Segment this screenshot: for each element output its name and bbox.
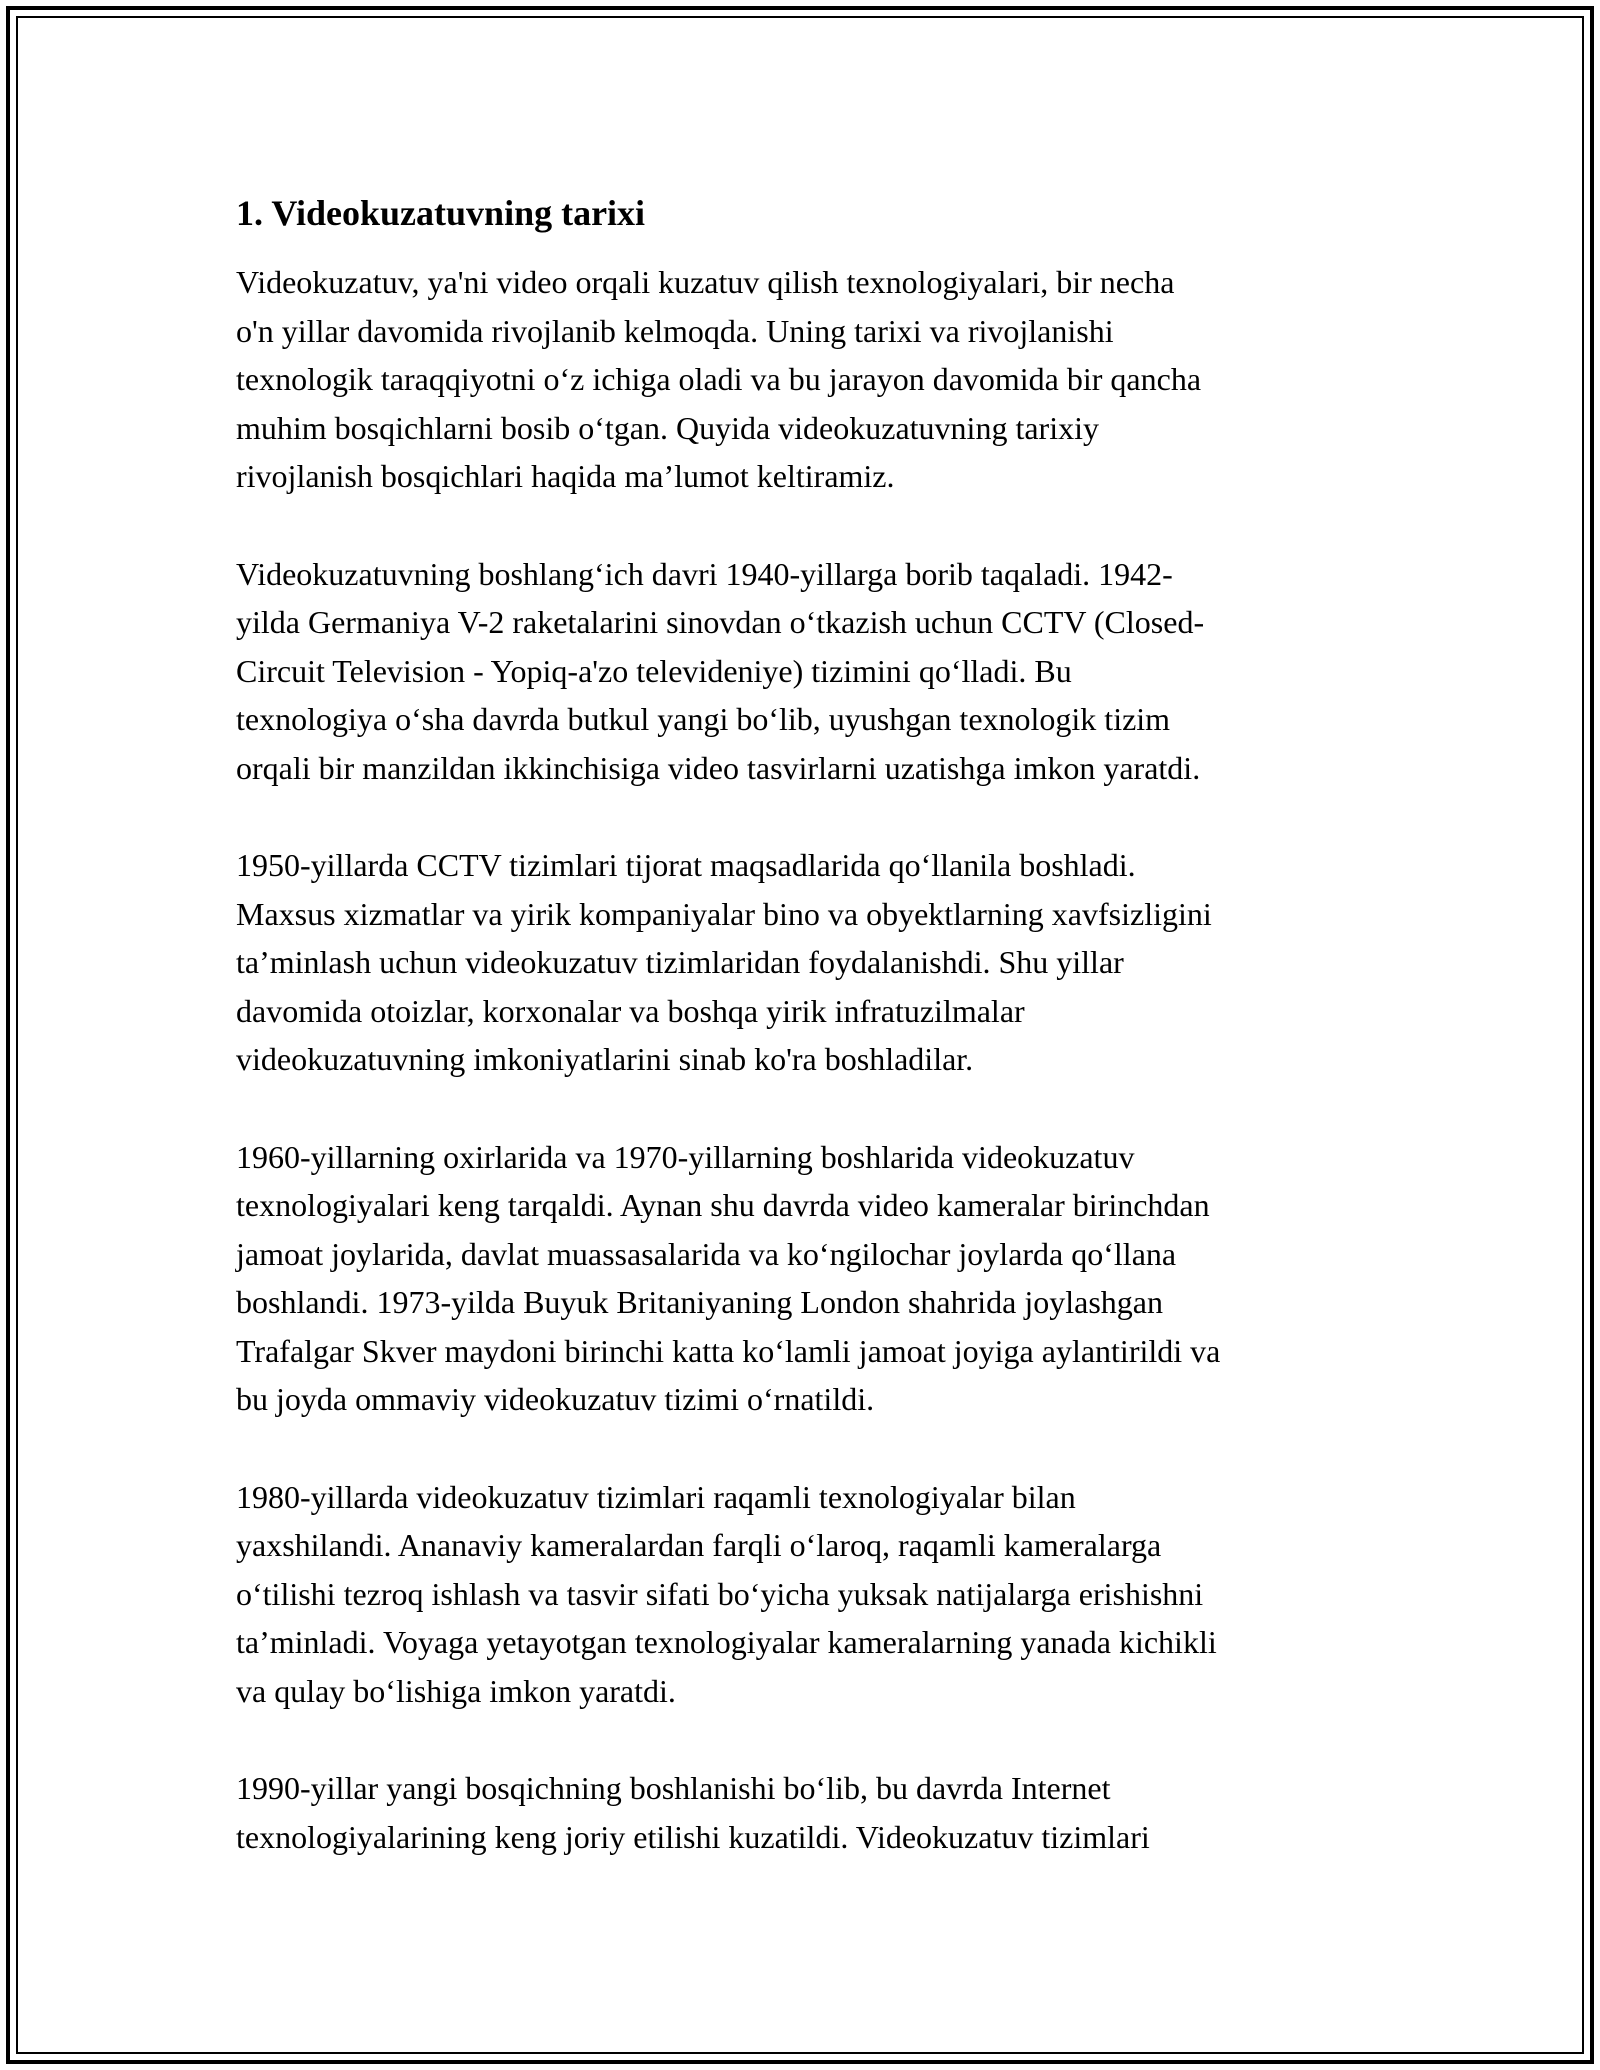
paragraph-1980s	[236, 1473, 1376, 1716]
section-heading: 1. Videokuzatuvning tarixi	[236, 193, 646, 233]
text-line: va qulay boʻlishiga imkon yaratdi.	[236, 1672, 676, 1709]
text-line: Circuit Television - Yopiq-a'zo televideniye) tizimini qoʻlladi. Bu	[236, 652, 1072, 689]
paragraph-1950s	[236, 841, 1376, 1084]
text-line: yaxshilandi. Ananaviy kameralardan farqli oʻlaroq, raqamli kameralarga	[236, 1527, 1162, 1563]
text-line: Videokuzatuvning boshlangʻich davri 1940-yillarga borib taqaladi. 1942-	[236, 555, 1173, 592]
text-line: Maxsus xizmatlar va yirik kompaniyalar bino va obyektlarning xavfsizligini	[236, 895, 1212, 932]
text-line: ta’minladi. Voyaga yetayotgan texnologiyalar kameralarning yanada kichikli	[236, 1624, 1217, 1660]
text-line: texnologiyalari keng tarqaldi. Aynan shu davrda video kameralar birinchdan	[236, 1187, 1210, 1223]
document-body	[236, 188, 1376, 1910]
text-line: jamoat joylarida, davlat muassasalarida va koʻngilochar joylarda qoʻllana	[236, 1235, 1177, 1272]
text-line: 1990-yillar yangi bosqichning boshlanishi boʻlib, bu davrda Internet	[236, 1770, 1111, 1806]
text-line: 1980-yillarda videokuzatuv tizimlari raqamli texnologiyalar bilan	[236, 1478, 1076, 1515]
text-line: 1960-yillarning oxirlarida va 1970-yillarning boshlarida videokuzatuv	[236, 1138, 1135, 1175]
paragraph-1940s	[236, 550, 1376, 793]
text-line: texnologiyalarining keng joriy etilishi kuzatildi. Videokuzatuv tizimlari	[236, 1818, 1150, 1855]
text-line: Videokuzatuv, ya'ni video orqali kuzatuv qilish texnologiyalari, bir necha	[236, 264, 1175, 300]
text-line: bu joyda ommaviy videokuzatuv tizimi oʻrnatildi.	[236, 1381, 875, 1417]
text-line: davomida otoizlar, korxonalar va boshqa yirik infratuzilmalar	[236, 992, 1025, 1029]
text-line: orqali bir manzildan ikkinchisiga video tasvirlarni uzatishga imkon yaratdi.	[236, 749, 1201, 786]
text-line: 1950-yillarda CCTV tizimlari tijorat maqsadlarida qoʻllanila boshladi.	[236, 847, 1136, 883]
paragraph-intro	[236, 258, 1376, 501]
text-line: texnologik taraqqiyotni oʻz ichiga oladi va bu jarayon davomida bir qancha	[236, 361, 1202, 397]
text-line: o'n yillar davomida rivojlanib kelmoqda. Uning tarixi va rivojlanishi	[236, 312, 1114, 349]
paragraph-1960s-1970s	[236, 1133, 1376, 1424]
text-line: texnologiya oʻsha davrda butkul yangi boʻlib, uyushgan texnologik tizim	[236, 701, 1171, 737]
text-line: yilda Germaniya V-2 raketalarini sinovdan oʻtkazish uchun CCTV (Closed-	[236, 604, 1205, 640]
text-line: ta’minlash uchun videokuzatuv tizimlaridan foydalanishdi. Shu yillar	[236, 944, 1124, 980]
paragraph-1990s	[236, 1764, 1376, 1861]
text-line: boshlandi. 1973-yilda Buyuk Britaniyaning London shahrida joylashgan	[236, 1284, 1163, 1320]
text-line: videokuzatuvning imkoniyatlarini sinab ko'ra boshladilar.	[236, 1041, 974, 1077]
text-line: rivojlanish bosqichlari haqida ma’lumot keltiramiz.	[236, 458, 895, 494]
text-line: muhim bosqichlarni bosib oʻtgan. Quyida videokuzatuvning tarixiy	[236, 409, 1099, 446]
text-line: Trafalgar Skver maydoni birinchi katta koʻlamli jamoat joyiga aylantirildi va	[236, 1332, 1221, 1369]
text-line: oʻtilishi tezroq ishlash va tasvir sifati boʻyicha yuksak natijalarga erishishni	[236, 1575, 1204, 1612]
